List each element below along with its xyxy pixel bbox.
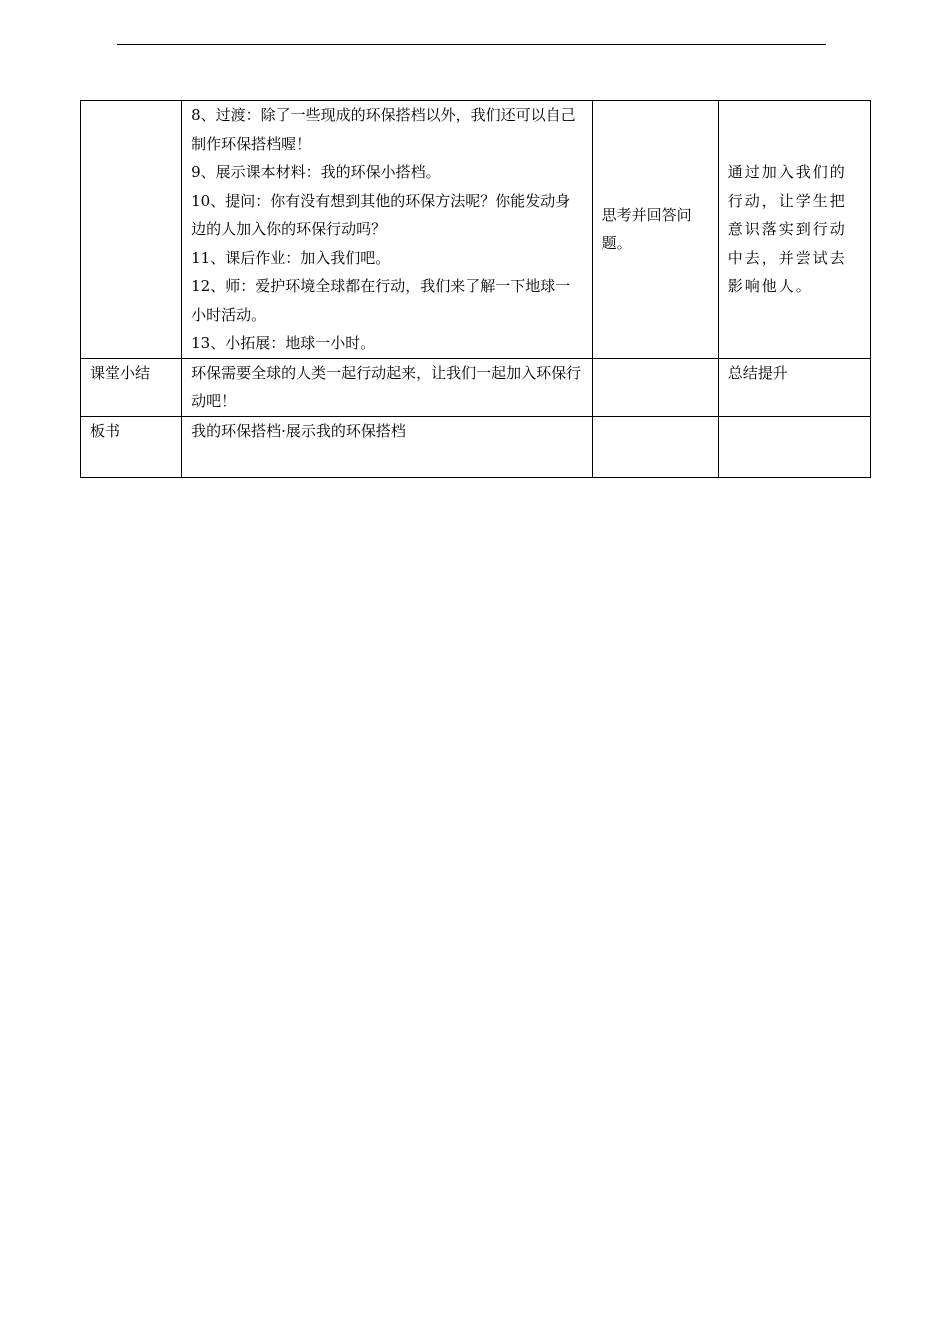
teacher-step-13: 13、小拓展：地球一小时。 (191, 334, 376, 352)
header-rule (117, 44, 826, 45)
teacher-activity-cell (182, 416, 593, 477)
stage-label-cell (81, 101, 182, 359)
teacher-step-9: 9、展示课本材料：我的环保小搭档。 (191, 163, 441, 181)
board-text: 我的环保搭档·展示我的环保搭档 (191, 421, 406, 440)
summary-text: 环保需要全球的人类一起行动起来，让我们一起加入环保行动吧！ (191, 363, 582, 410)
lesson-plan-table (80, 100, 871, 478)
table-row (81, 101, 871, 359)
teacher-activity-cell (182, 358, 593, 416)
teacher-step-11: 11、课后作业：加入我们吧。 (191, 248, 391, 267)
design-intent-cell: 通过加入我们的行动，让学生把意识落实到行动中去，并尝试去影响他人。 (718, 101, 870, 359)
table-row (81, 416, 871, 477)
table-row (81, 358, 871, 416)
stage-label-cell: 课堂小结 (81, 358, 182, 416)
design-intent-cell (718, 416, 870, 477)
teacher-step-12: 12、师：爱护环境全球都在行动，我们来了解一下地球一小时活动。 (191, 277, 571, 324)
teacher-activity-cell (182, 101, 593, 359)
design-intent-cell: 总结提升 (718, 358, 870, 416)
student-activity-cell: 思考并回答问题。 (592, 101, 718, 359)
stage-label-cell: 板书 (81, 416, 182, 477)
student-activity-cell (592, 416, 718, 477)
student-activity-cell (592, 358, 718, 416)
teacher-step-10: 10、提问：你有没有想到其他的环保方法呢？你能发动身边的人加入你的环保行动吗？ (191, 191, 571, 238)
teacher-step-8: 8、过渡：除了一些现成的环保搭档以外，我们还可以自己制作环保搭档喔！ (191, 106, 576, 153)
